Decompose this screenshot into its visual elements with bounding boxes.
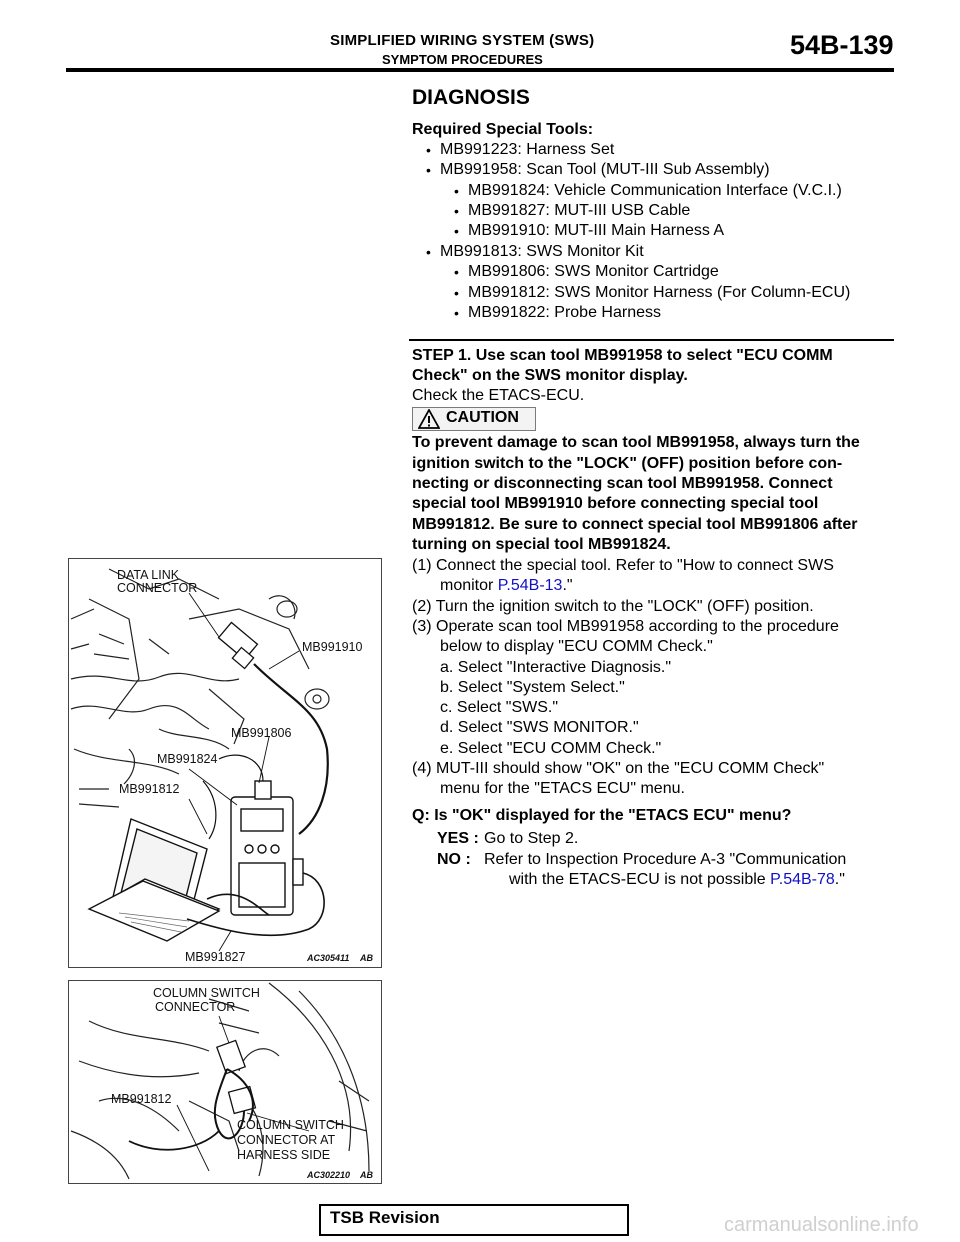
procedure-3-line2: below to display "ECU COMM Check." [440,638,713,655]
caution-line: turning on special tool MB991824. [412,536,671,553]
list-item: • MB991812: SWS Monitor Harness (For Column-ECU) [454,284,851,301]
list-item: • MB991822: Probe Harness [454,304,661,321]
figure-code-suffix: AB [360,953,373,963]
list-item: • MB991824: Vehicle Communication Interface (V.C.I.) [454,182,842,199]
caution-line: MB991812. Be sure to connect special tool MB991806 after [412,516,858,533]
caution-line: To prevent damage to scan tool MB991958, always turn the [412,434,860,451]
connection-illustration [69,559,381,967]
fig1-label: CONNECTOR [117,581,198,595]
fig2-label: CONNECTOR AT [237,1133,336,1147]
figure-code: AC305411 [307,953,350,963]
bullet-icon: • [454,305,459,321]
fig1-label: MB991824 [157,752,218,766]
caution-label: CAUTION [446,409,519,426]
no-text-line2: with the ETACS-ECU is not possible P.54B-78." [509,871,845,888]
section-title: DIAGNOSIS [412,86,530,109]
bullet-icon: • [426,244,431,260]
fig2-label: HARNESS SIDE [237,1148,331,1162]
fig2-label: MB991812 [111,1092,172,1106]
figure-connection-diagram [68,558,382,968]
header-title: SIMPLIFIED WIRING SYSTEM (SWS) [330,32,595,49]
bullet-icon: • [454,183,459,199]
yes-text: Go to Step 2. [484,830,579,847]
sub-step: e. Select "ECU COMM Check." [440,740,662,757]
step1-heading-line1: STEP 1. Use scan tool MB991958 to select "ECU COMM [412,347,833,364]
column-switch-illustration [69,981,381,1183]
bullet-icon: • [426,142,431,158]
bullet-icon: • [454,264,459,280]
fig1-label: DATA LINK [117,568,180,582]
caution-line: ignition switch to the "LOCK" (OFF) position before con- [412,455,843,472]
list-item: • MB991813: SWS Monitor Kit [426,243,644,260]
fig2-label: COLUMN SWITCH [153,986,260,1000]
figure-code-suffix: AB [360,1170,373,1180]
procedure-3-line1: (3) Operate scan tool MB991958 according to the procedure [412,618,839,635]
procedure-4-line1: (4) MUT-III should show "OK" on the "ECU COMM Check" [412,760,825,777]
caution-line: necting or disconnecting scan tool MB991958. Connect [412,475,833,492]
yes-label: YES : [437,830,479,847]
fig2-label: COLUMN SWITCH [237,1118,344,1132]
step1-heading-line2: Check" on the SWS monitor display. [412,367,688,384]
sub-step: c. Select "SWS." [440,699,559,716]
page-link[interactable]: P.54B-78 [770,871,835,888]
list-item: • MB991806: SWS Monitor Cartridge [454,263,719,280]
list-item: • MB991223: Harness Set [426,141,615,158]
question: Q: Is "OK" displayed for the "ETACS ECU" menu? [412,807,792,824]
header-rule [66,68,894,72]
sub-step: a. Select "Interactive Diagnosis." [440,659,672,676]
bullet-icon: • [454,223,459,239]
step1-intro: Check the ETACS-ECU. [412,387,585,404]
sub-step: d. Select "SWS MONITOR." [440,719,639,736]
sub-step: b. Select "System Select." [440,679,625,696]
procedure-1-line2: monitor P.54B-13." [440,577,573,594]
procedure-1-line1: (1) Connect the special tool. Refer to "How to connect SWS [412,557,834,574]
figure-column-switch [68,980,382,1184]
bullet-icon: • [454,203,459,219]
fig1-label: MB991910 [302,640,363,654]
list-item: • MB991827: MUT-III USB Cable [454,202,691,219]
caution-line: special tool MB991910 before connecting special tool [412,495,819,512]
list-item: • MB991910: MUT-III Main Harness A [454,222,725,239]
page-link[interactable]: P.54B-13 [497,577,563,594]
fig1-label: MB991806 [231,726,292,740]
required-tools-heading: Required Special Tools: [412,121,594,138]
footer-label: TSB Revision [330,1208,440,1227]
bullet-icon: • [426,162,431,178]
fig2-label: CONNECTOR [155,1000,236,1014]
figure-code: AC302210 [307,1170,351,1180]
fig1-label: MB991827 [185,950,246,964]
list-item: • MB991958: Scan Tool (MUT-III Sub Assembly) [426,161,770,178]
no-label: NO : [437,851,471,868]
page-number: 54B-139 [790,30,894,60]
procedure-4-line2: menu for the "ETACS ECU" menu. [440,780,685,797]
fig1-label: MB991812 [119,782,180,796]
bullet-icon: • [454,285,459,301]
step-divider [409,339,894,341]
warning-triangle-icon [418,409,440,429]
header-subtitle: SYMPTOM PROCEDURES [382,52,543,67]
no-text-line1: Refer to Inspection Procedure A-3 "Communication [484,851,847,868]
watermark: carmanualsonline.info [724,1214,919,1236]
procedure-2: (2) Turn the ignition switch to the "LOCK" (OFF) position. [412,598,814,615]
